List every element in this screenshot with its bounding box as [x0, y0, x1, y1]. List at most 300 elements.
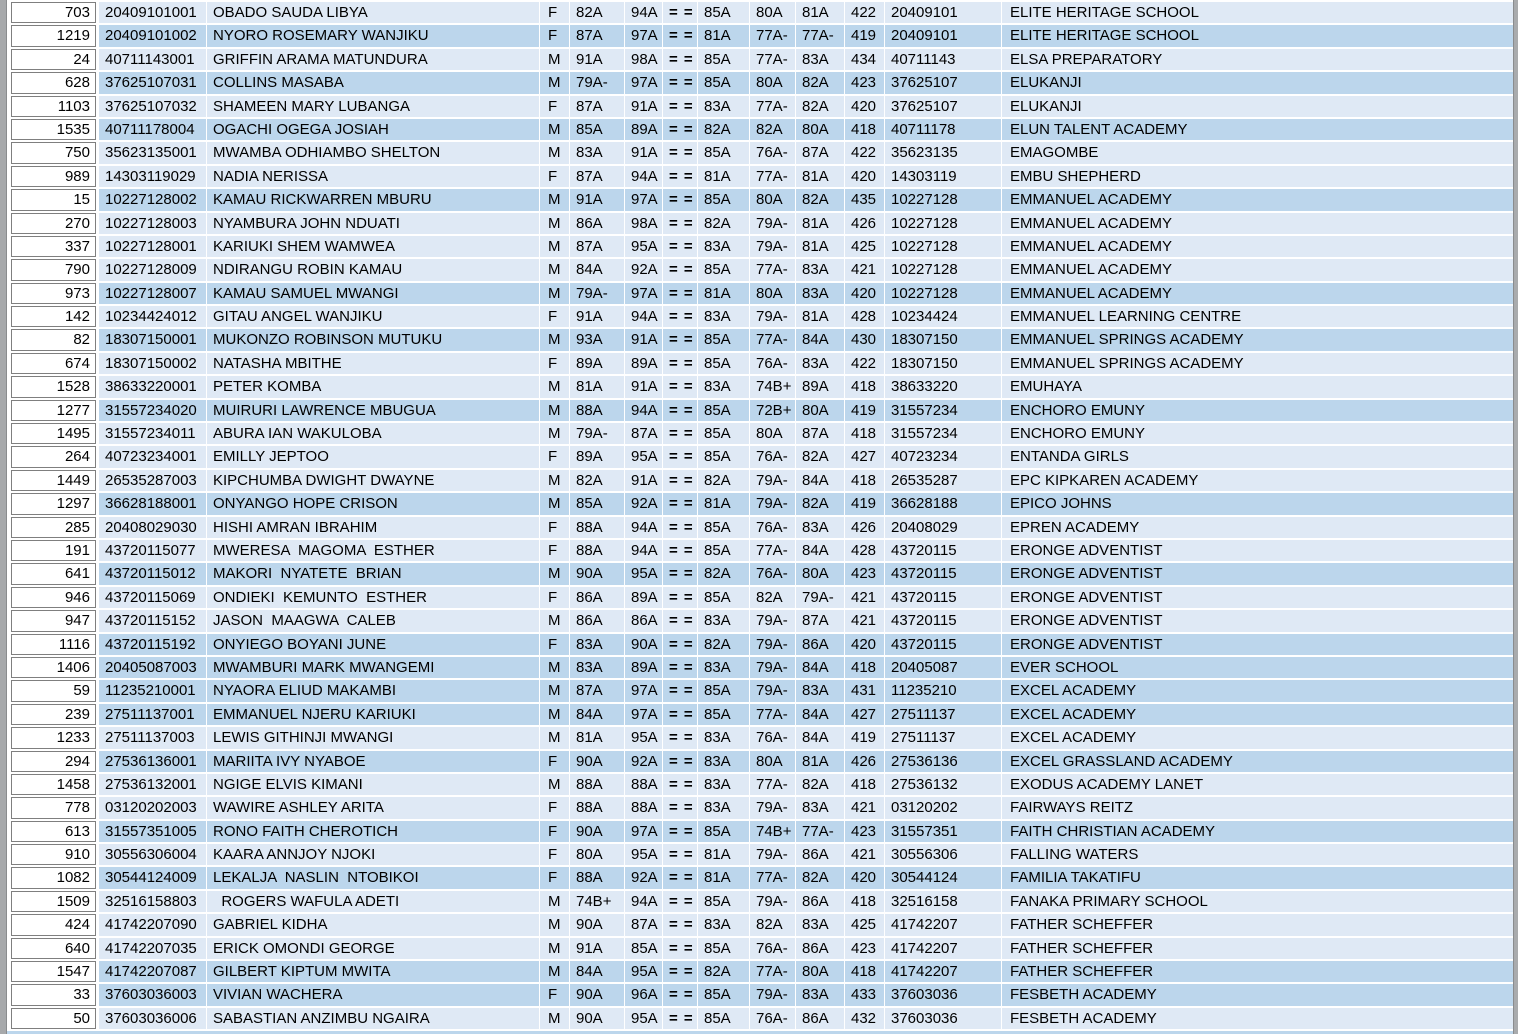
school-code-cell[interactable]: 40723234	[885, 446, 1002, 467]
mark2-cell[interactable]: 98A	[625, 49, 663, 70]
mark4-cell[interactable]: 77A-	[750, 774, 796, 795]
masked-grade-cell[interactable]: = =	[663, 634, 698, 655]
mark4-cell[interactable]: 79A-	[750, 236, 796, 257]
mark1-cell[interactable]: 91A	[570, 189, 625, 210]
index-number-cell[interactable]: 20408029030	[99, 517, 207, 538]
mark1-cell[interactable]: 90A	[570, 821, 625, 842]
gender-cell[interactable]: M	[540, 49, 570, 70]
candidate-name-cell[interactable]: NADIA NERISSA	[207, 166, 540, 187]
school-code-cell[interactable]: 10227128	[885, 213, 1002, 234]
gender-cell[interactable]: M	[540, 961, 570, 982]
mark4-cell[interactable]: 76A-	[750, 563, 796, 584]
gender-cell[interactable]: M	[540, 657, 570, 678]
masked-grade-cell[interactable]: = =	[663, 283, 698, 304]
gender-cell[interactable]: M	[540, 891, 570, 912]
masked-grade-cell[interactable]: = =	[663, 166, 698, 187]
candidate-name-cell[interactable]: OGACHI OGEGA JOSIAH	[207, 119, 540, 140]
mark5-cell[interactable]: 82A	[796, 72, 845, 93]
mark3-cell[interactable]: 83A	[698, 610, 750, 631]
rank-cell[interactable]: 1116	[11, 634, 96, 655]
mark4-cell[interactable]: 77A-	[750, 961, 796, 982]
total-marks-cell[interactable]: 420	[845, 166, 885, 187]
index-number-cell[interactable]: 10234424012	[99, 306, 207, 327]
mark1-cell[interactable]: 79A-	[570, 72, 625, 93]
mark1-cell[interactable]: 83A	[570, 634, 625, 655]
school-code-cell[interactable]: 10227128	[885, 283, 1002, 304]
mark1-cell[interactable]: 91A	[570, 49, 625, 70]
rank-cell[interactable]: 910	[11, 844, 96, 865]
mark5-cell[interactable]: 83A	[796, 353, 845, 374]
mark5-cell[interactable]: 86A	[796, 938, 845, 959]
mark4-cell[interactable]: 77A-	[750, 329, 796, 350]
mark2-cell[interactable]: 92A	[625, 259, 663, 280]
total-marks-cell[interactable]: 432	[845, 1008, 885, 1029]
mark4-cell[interactable]: 79A-	[750, 984, 796, 1005]
mark4-cell[interactable]: 76A-	[750, 142, 796, 163]
candidate-name-cell[interactable]: NATASHA MBITHE	[207, 353, 540, 374]
mark4-cell[interactable]: 77A-	[750, 540, 796, 561]
mark1-cell[interactable]: 88A	[570, 400, 625, 421]
total-marks-cell[interactable]: 428	[845, 306, 885, 327]
total-marks-cell[interactable]: 434	[845, 49, 885, 70]
mark1-cell[interactable]: 91A	[570, 938, 625, 959]
total-marks-cell[interactable]: 427	[845, 704, 885, 725]
index-number-cell[interactable]: 43720115012	[99, 563, 207, 584]
school-name-cell[interactable]: EMMANUEL ACADEMY	[1002, 213, 1513, 234]
school-code-cell[interactable]: 20409101	[885, 25, 1002, 46]
masked-grade-cell[interactable]: = =	[663, 25, 698, 46]
rank-cell[interactable]: 1082	[11, 867, 96, 888]
candidate-name-cell[interactable]: WAWIRE ASHLEY ARITA	[207, 797, 540, 818]
mark1-cell[interactable]: 85A	[570, 493, 625, 514]
candidate-name-cell[interactable]: KARIUKI SHEM WAMWEA	[207, 236, 540, 257]
gender-cell[interactable]: M	[540, 259, 570, 280]
gender-cell[interactable]: M	[540, 914, 570, 935]
mark5-cell[interactable]: 82A	[796, 774, 845, 795]
mark2-cell[interactable]: 89A	[625, 657, 663, 678]
rank-cell[interactable]: 1449	[11, 470, 96, 491]
school-name-cell[interactable]: FESBETH ACADEMY	[1002, 1008, 1513, 1029]
gender-cell[interactable]: M	[540, 1008, 570, 1029]
gender-cell[interactable]: F	[540, 166, 570, 187]
school-name-cell[interactable]: EMMANUEL LEARNING CENTRE	[1002, 306, 1513, 327]
rank-cell[interactable]: 628	[11, 72, 96, 93]
masked-grade-cell[interactable]: = =	[663, 844, 698, 865]
school-code-cell[interactable]: 11235210	[885, 680, 1002, 701]
index-number-cell[interactable]: 10227128007	[99, 283, 207, 304]
index-number-cell[interactable]: 41742207087	[99, 961, 207, 982]
rank-cell[interactable]: 973	[11, 283, 96, 304]
mark5-cell[interactable]: 87A	[796, 423, 845, 444]
mark3-cell[interactable]: 83A	[698, 751, 750, 772]
school-name-cell[interactable]: ERONGE ADVENTIST	[1002, 634, 1513, 655]
school-code-cell[interactable]: 10227128	[885, 259, 1002, 280]
total-marks-cell[interactable]: 430	[845, 329, 885, 350]
index-number-cell[interactable]: 27511137001	[99, 704, 207, 725]
candidate-name-cell[interactable]: HISHI AMRAN IBRAHIM	[207, 517, 540, 538]
mark5-cell[interactable]: 84A	[796, 657, 845, 678]
mark1-cell[interactable]: 87A	[570, 25, 625, 46]
mark4-cell[interactable]: 79A-	[750, 680, 796, 701]
mark4-cell[interactable]: 77A-	[750, 166, 796, 187]
mark3-cell[interactable]: 85A	[698, 329, 750, 350]
mark4-cell[interactable]: 79A-	[750, 891, 796, 912]
rank-cell[interactable]: 1458	[11, 774, 96, 795]
candidate-name-cell[interactable]: EMILLY JEPTOO	[207, 446, 540, 467]
rank-cell[interactable]: 1277	[11, 400, 96, 421]
mark4-cell[interactable]: 80A	[750, 423, 796, 444]
mark5-cell[interactable]: 84A	[796, 704, 845, 725]
school-name-cell[interactable]: FANAKA PRIMARY SCHOOL	[1002, 891, 1513, 912]
mark5-cell[interactable]: 84A	[796, 329, 845, 350]
mark2-cell[interactable]: 89A	[625, 353, 663, 374]
rank-cell[interactable]: 1528	[11, 376, 96, 397]
mark3-cell[interactable]: 85A	[698, 353, 750, 374]
mark2-cell[interactable]: 87A	[625, 914, 663, 935]
mark3-cell[interactable]: 85A	[698, 142, 750, 163]
mark3-cell[interactable]: 82A	[698, 470, 750, 491]
total-marks-cell[interactable]: 421	[845, 844, 885, 865]
mark1-cell[interactable]: 89A	[570, 353, 625, 374]
mark5-cell[interactable]: 81A	[796, 306, 845, 327]
gender-cell[interactable]: M	[540, 680, 570, 701]
gender-cell[interactable]: F	[540, 797, 570, 818]
mark1-cell[interactable]: 87A	[570, 236, 625, 257]
mark5-cell[interactable]: 86A	[796, 1008, 845, 1029]
index-number-cell[interactable]: 27511137003	[99, 727, 207, 748]
masked-grade-cell[interactable]: = =	[663, 236, 698, 257]
school-code-cell[interactable]: 43720115	[885, 563, 1002, 584]
school-name-cell[interactable]: EVER SCHOOL	[1002, 657, 1513, 678]
candidate-name-cell[interactable]: MWAMBURI MARK MWANGEMI	[207, 657, 540, 678]
candidate-name-cell[interactable]: GRIFFIN ARAMA MATUNDURA	[207, 49, 540, 70]
index-number-cell[interactable]: 40711178004	[99, 119, 207, 140]
school-name-cell[interactable]: FESBETH ACADEMY	[1002, 984, 1513, 1005]
gender-cell[interactable]: M	[540, 283, 570, 304]
candidate-name-cell[interactable]: KIPCHUMBA DWIGHT DWAYNE	[207, 470, 540, 491]
mark1-cell[interactable]: 88A	[570, 540, 625, 561]
school-code-cell[interactable]: 37625107	[885, 72, 1002, 93]
mark4-cell[interactable]: 79A-	[750, 306, 796, 327]
total-marks-cell[interactable]: 433	[845, 984, 885, 1005]
rank-cell[interactable]: 239	[11, 704, 96, 725]
rank-cell[interactable]: 790	[11, 259, 96, 280]
rank-cell[interactable]: 703	[11, 2, 96, 23]
gender-cell[interactable]: F	[540, 634, 570, 655]
mark2-cell[interactable]: 85A	[625, 938, 663, 959]
school-code-cell[interactable]: 27511137	[885, 727, 1002, 748]
mark2-cell[interactable]: 92A	[625, 493, 663, 514]
mark4-cell[interactable]: 79A-	[750, 844, 796, 865]
index-number-cell[interactable]: 31557234020	[99, 400, 207, 421]
candidate-name-cell[interactable]: GILBERT KIPTUM MWITA	[207, 961, 540, 982]
total-marks-cell[interactable]: 422	[845, 353, 885, 374]
mark3-cell[interactable]: 85A	[698, 540, 750, 561]
school-code-cell[interactable]: 27511137	[885, 704, 1002, 725]
mark4-cell[interactable]: 74B+	[750, 376, 796, 397]
mark5-cell[interactable]: 86A	[796, 634, 845, 655]
rank-cell[interactable]: 285	[11, 517, 96, 538]
mark5-cell[interactable]: 82A	[796, 96, 845, 117]
candidate-name-cell[interactable]: NYAORA ELIUD MAKAMBI	[207, 680, 540, 701]
mark2-cell[interactable]: 89A	[625, 119, 663, 140]
mark3-cell[interactable]: 82A	[698, 563, 750, 584]
school-code-cell[interactable]: 30556306	[885, 844, 1002, 865]
mark4-cell[interactable]: 74B+	[750, 821, 796, 842]
masked-grade-cell[interactable]: = =	[663, 329, 698, 350]
rank-cell[interactable]: 142	[11, 306, 96, 327]
mark4-cell[interactable]: 77A-	[750, 867, 796, 888]
masked-grade-cell[interactable]: = =	[663, 680, 698, 701]
masked-grade-cell[interactable]: = =	[663, 610, 698, 631]
candidate-name-cell[interactable]: LEWIS GITHINJI MWANGI	[207, 727, 540, 748]
school-name-cell[interactable]: ERONGE ADVENTIST	[1002, 587, 1513, 608]
index-number-cell[interactable]: 31557234011	[99, 423, 207, 444]
mark5-cell[interactable]: 80A	[796, 961, 845, 982]
mark5-cell[interactable]: 84A	[796, 470, 845, 491]
rank-cell[interactable]: 24	[11, 49, 96, 70]
school-name-cell[interactable]: FALLING WATERS	[1002, 844, 1513, 865]
school-name-cell[interactable]: EMUHAYA	[1002, 376, 1513, 397]
rank-cell[interactable]: 947	[11, 610, 96, 631]
mark4-cell[interactable]: 77A-	[750, 96, 796, 117]
school-name-cell[interactable]: EPC KIPKAREN ACADEMY	[1002, 470, 1513, 491]
mark1-cell[interactable]: 90A	[570, 751, 625, 772]
gender-cell[interactable]: M	[540, 189, 570, 210]
mark1-cell[interactable]: 86A	[570, 587, 625, 608]
school-code-cell[interactable]: 18307150	[885, 329, 1002, 350]
mark2-cell[interactable]: 97A	[625, 25, 663, 46]
total-marks-cell[interactable]: 421	[845, 610, 885, 631]
gender-cell[interactable]: F	[540, 867, 570, 888]
mark5-cell[interactable]: 77A-	[796, 25, 845, 46]
mark3-cell[interactable]: 83A	[698, 96, 750, 117]
mark4-cell[interactable]: 79A-	[750, 797, 796, 818]
gender-cell[interactable]: F	[540, 821, 570, 842]
rank-cell[interactable]: 424	[11, 914, 96, 935]
mark2-cell[interactable]: 91A	[625, 329, 663, 350]
index-number-cell[interactable]: 32516158803	[99, 891, 207, 912]
masked-grade-cell[interactable]: = =	[663, 704, 698, 725]
mark3-cell[interactable]: 81A	[698, 25, 750, 46]
rank-cell[interactable]: 337	[11, 236, 96, 257]
mark3-cell[interactable]: 83A	[698, 914, 750, 935]
rank-cell[interactable]: 82	[11, 329, 96, 350]
candidate-name-cell[interactable]: KAMAU SAMUEL MWANGI	[207, 283, 540, 304]
candidate-name-cell[interactable]: ONYANGO HOPE CRISON	[207, 493, 540, 514]
gender-cell[interactable]: F	[540, 96, 570, 117]
candidate-name-cell[interactable]: SABASTIAN ANZIMBU NGAIRA	[207, 1008, 540, 1029]
school-code-cell[interactable]: 36628188	[885, 493, 1002, 514]
mark4-cell[interactable]: 79A-	[750, 470, 796, 491]
gender-cell[interactable]: M	[540, 493, 570, 514]
mark4-cell[interactable]: 82A	[750, 119, 796, 140]
index-number-cell[interactable]: 35623135001	[99, 142, 207, 163]
school-name-cell[interactable]: EMMANUEL ACADEMY	[1002, 283, 1513, 304]
gender-cell[interactable]: M	[540, 400, 570, 421]
masked-grade-cell[interactable]: = =	[663, 213, 698, 234]
mark3-cell[interactable]: 81A	[698, 283, 750, 304]
mark2-cell[interactable]: 91A	[625, 470, 663, 491]
mark5-cell[interactable]: 80A	[796, 119, 845, 140]
candidate-name-cell[interactable]: ONYIEGO BOYANI JUNE	[207, 634, 540, 655]
mark5-cell[interactable]: 83A	[796, 797, 845, 818]
mark3-cell[interactable]: 83A	[698, 376, 750, 397]
mark4-cell[interactable]: 79A-	[750, 657, 796, 678]
masked-grade-cell[interactable]: = =	[663, 189, 698, 210]
mark3-cell[interactable]: 85A	[698, 984, 750, 1005]
mark4-cell[interactable]: 77A-	[750, 259, 796, 280]
mark5-cell[interactable]: 83A	[796, 680, 845, 701]
mark3-cell[interactable]: 81A	[698, 844, 750, 865]
mark2-cell[interactable]: 94A	[625, 517, 663, 538]
mark2-cell[interactable]: 97A	[625, 72, 663, 93]
mark4-cell[interactable]: 79A-	[750, 634, 796, 655]
mark4-cell[interactable]: 80A	[750, 2, 796, 23]
school-code-cell[interactable]: 26535287	[885, 470, 1002, 491]
total-marks-cell[interactable]: 420	[845, 283, 885, 304]
rank-cell[interactable]: 294	[11, 751, 96, 772]
school-name-cell[interactable]: ERONGE ADVENTIST	[1002, 540, 1513, 561]
total-marks-cell[interactable]: 423	[845, 938, 885, 959]
index-number-cell[interactable]: 37625107031	[99, 72, 207, 93]
school-name-cell[interactable]: EMMANUEL SPRINGS ACADEMY	[1002, 329, 1513, 350]
mark2-cell[interactable]: 87A	[625, 423, 663, 444]
index-number-cell[interactable]: 27536136001	[99, 751, 207, 772]
mark1-cell[interactable]: 82A	[570, 2, 625, 23]
mark1-cell[interactable]: 88A	[570, 774, 625, 795]
mark3-cell[interactable]: 85A	[698, 446, 750, 467]
school-code-cell[interactable]: 37625107	[885, 96, 1002, 117]
gender-cell[interactable]: F	[540, 446, 570, 467]
mark3-cell[interactable]: 85A	[698, 49, 750, 70]
candidate-name-cell[interactable]: MWAMBA ODHIAMBO SHELTON	[207, 142, 540, 163]
total-marks-cell[interactable]: 418	[845, 119, 885, 140]
school-code-cell[interactable]: 31557234	[885, 400, 1002, 421]
school-name-cell[interactable]: FAITH CHRISTIAN ACADEMY	[1002, 821, 1513, 842]
mark2-cell[interactable]: 86A	[625, 610, 663, 631]
gender-cell[interactable]: F	[540, 751, 570, 772]
mark5-cell[interactable]: 87A	[796, 142, 845, 163]
school-code-cell[interactable]: 10234424	[885, 306, 1002, 327]
rank-cell[interactable]: 33	[11, 984, 96, 1005]
school-name-cell[interactable]: ELUKANJI	[1002, 96, 1513, 117]
total-marks-cell[interactable]: 422	[845, 142, 885, 163]
index-number-cell[interactable]: 38633220001	[99, 376, 207, 397]
mark1-cell[interactable]: 79A-	[570, 283, 625, 304]
candidate-name-cell[interactable]: MAKORI NYATETE BRIAN	[207, 563, 540, 584]
mark1-cell[interactable]: 86A	[570, 610, 625, 631]
index-number-cell[interactable]: 26535287003	[99, 470, 207, 491]
mark2-cell[interactable]: 90A	[625, 634, 663, 655]
index-number-cell[interactable]: 10227128002	[99, 189, 207, 210]
gender-cell[interactable]: M	[540, 142, 570, 163]
mark3-cell[interactable]: 83A	[698, 727, 750, 748]
mark4-cell[interactable]: 79A-	[750, 610, 796, 631]
candidate-name-cell[interactable]: NYORO ROSEMARY WANJIKU	[207, 25, 540, 46]
mark4-cell[interactable]: 80A	[750, 283, 796, 304]
mark3-cell[interactable]: 85A	[698, 423, 750, 444]
candidate-name-cell[interactable]: KAARA ANNJOY NJOKI	[207, 844, 540, 865]
index-number-cell[interactable]: 30544124009	[99, 867, 207, 888]
mark1-cell[interactable]: 81A	[570, 376, 625, 397]
index-number-cell[interactable]: 40711143001	[99, 49, 207, 70]
index-number-cell[interactable]: 31557351005	[99, 821, 207, 842]
candidate-name-cell[interactable]: OBADO SAUDA LIBYA	[207, 2, 540, 23]
mark3-cell[interactable]: 85A	[698, 587, 750, 608]
mark5-cell[interactable]: 83A	[796, 259, 845, 280]
total-marks-cell[interactable]: 426	[845, 213, 885, 234]
index-number-cell[interactable]: 10227128009	[99, 259, 207, 280]
mark2-cell[interactable]: 95A	[625, 446, 663, 467]
mark2-cell[interactable]: 94A	[625, 306, 663, 327]
mark1-cell[interactable]: 79A-	[570, 423, 625, 444]
mark5-cell[interactable]: 77A-	[796, 821, 845, 842]
index-number-cell[interactable]: 18307150001	[99, 329, 207, 350]
mark2-cell[interactable]: 92A	[625, 751, 663, 772]
gender-cell[interactable]: M	[540, 376, 570, 397]
index-number-cell[interactable]: 41742207090	[99, 914, 207, 935]
masked-grade-cell[interactable]: = =	[663, 2, 698, 23]
gender-cell[interactable]: F	[540, 306, 570, 327]
mark5-cell[interactable]: 83A	[796, 283, 845, 304]
mark2-cell[interactable]: 91A	[625, 96, 663, 117]
mark1-cell[interactable]: 93A	[570, 329, 625, 350]
gender-cell[interactable]: M	[540, 119, 570, 140]
mark3-cell[interactable]: 81A	[698, 493, 750, 514]
mark1-cell[interactable]: 74B+	[570, 891, 625, 912]
candidate-name-cell[interactable]: NGIGE ELVIS KIMANI	[207, 774, 540, 795]
mark2-cell[interactable]: 94A	[625, 166, 663, 187]
mark2-cell[interactable]: 97A	[625, 680, 663, 701]
gender-cell[interactable]: M	[540, 236, 570, 257]
masked-grade-cell[interactable]: = =	[663, 306, 698, 327]
school-name-cell[interactable]: ELITE HERITAGE SCHOOL	[1002, 2, 1513, 23]
mark4-cell[interactable]: 76A-	[750, 446, 796, 467]
index-number-cell[interactable]: 43720115077	[99, 540, 207, 561]
candidate-name-cell[interactable]: RONO FAITH CHEROTICH	[207, 821, 540, 842]
gender-cell[interactable]: M	[540, 213, 570, 234]
mark2-cell[interactable]: 96A	[625, 984, 663, 1005]
candidate-name-cell[interactable]: MUKONZO ROBINSON MUTUKU	[207, 329, 540, 350]
gender-cell[interactable]: F	[540, 25, 570, 46]
total-marks-cell[interactable]: 435	[845, 189, 885, 210]
index-number-cell[interactable]: 11235210001	[99, 680, 207, 701]
mark4-cell[interactable]: 77A-	[750, 704, 796, 725]
gender-cell[interactable]: M	[540, 423, 570, 444]
school-name-cell[interactable]: FATHER SCHEFFER	[1002, 914, 1513, 935]
gender-cell[interactable]: M	[540, 727, 570, 748]
total-marks-cell[interactable]: 421	[845, 587, 885, 608]
rank-cell[interactable]: 1219	[11, 25, 96, 46]
gender-cell[interactable]: M	[540, 563, 570, 584]
school-code-cell[interactable]: 31557351	[885, 821, 1002, 842]
gender-cell[interactable]: M	[540, 774, 570, 795]
index-number-cell[interactable]: 36628188001	[99, 493, 207, 514]
school-name-cell[interactable]: ELUKANJI	[1002, 72, 1513, 93]
mark5-cell[interactable]: 81A	[796, 213, 845, 234]
candidate-name-cell[interactable]: KAMAU RICKWARREN MBURU	[207, 189, 540, 210]
school-code-cell[interactable]: 27536132	[885, 774, 1002, 795]
total-marks-cell[interactable]: 420	[845, 867, 885, 888]
mark2-cell[interactable]: 95A	[625, 727, 663, 748]
mark4-cell[interactable]: 82A	[750, 914, 796, 935]
gender-cell[interactable]: F	[540, 984, 570, 1005]
masked-grade-cell[interactable]: = =	[663, 376, 698, 397]
total-marks-cell[interactable]: 423	[845, 72, 885, 93]
school-name-cell[interactable]: ENTANDA GIRLS	[1002, 446, 1513, 467]
mark5-cell[interactable]: 84A	[796, 727, 845, 748]
